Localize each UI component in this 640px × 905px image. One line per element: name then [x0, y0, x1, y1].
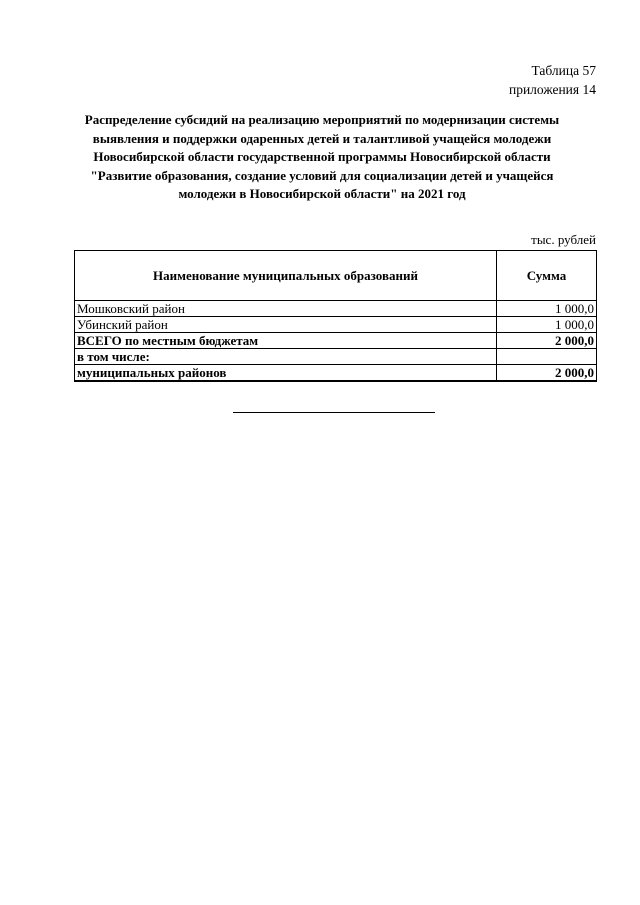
end-divider: [233, 412, 435, 413]
title-line: Распределение субсидий на реализацию мероприятий по модернизации системы: [84, 112, 560, 127]
title-line: молодежи в Новосибирской области" на 2021 год: [178, 186, 466, 201]
row-amount: 2 000,0: [497, 365, 597, 382]
table-number: Таблица 57: [531, 63, 596, 78]
row-name: муниципальных районов: [75, 365, 497, 382]
row-name: Убинский район: [75, 317, 497, 333]
row-name: ВСЕГО по местным бюджетам: [75, 333, 497, 349]
title-line: Новосибирской области государственной программы Новосибирской области: [93, 149, 551, 164]
title-line: "Развитие образования, создание условий для социализации детей и учащейся: [90, 167, 554, 183]
row-name: Мошковский район: [75, 301, 497, 317]
row-name: в том числе:: [75, 349, 497, 365]
subheading-row: [75, 349, 597, 365]
table-row: [75, 317, 597, 333]
table-row: [75, 301, 597, 317]
row-amount: [497, 349, 597, 365]
subtotal-row: [75, 365, 597, 382]
document-title: [80, 111, 564, 204]
subsidy-table: [74, 250, 597, 382]
table-header-row: [75, 251, 597, 301]
row-amount: 2 000,0: [497, 333, 597, 349]
table-reference: [509, 61, 596, 99]
appendix-number: приложения 14: [508, 82, 596, 97]
title-line: выявления и поддержки одаренных детей и талантливой учащейся молодежи: [92, 130, 552, 146]
row-amount: 1 000,0: [497, 301, 597, 317]
total-row: [75, 333, 597, 349]
column-header-name: Наименование муниципальных образований: [75, 251, 497, 301]
row-amount: 1 000,0: [497, 317, 597, 333]
units-label: тыс. рублей: [531, 232, 596, 247]
column-header-amount: Сумма: [497, 251, 597, 301]
